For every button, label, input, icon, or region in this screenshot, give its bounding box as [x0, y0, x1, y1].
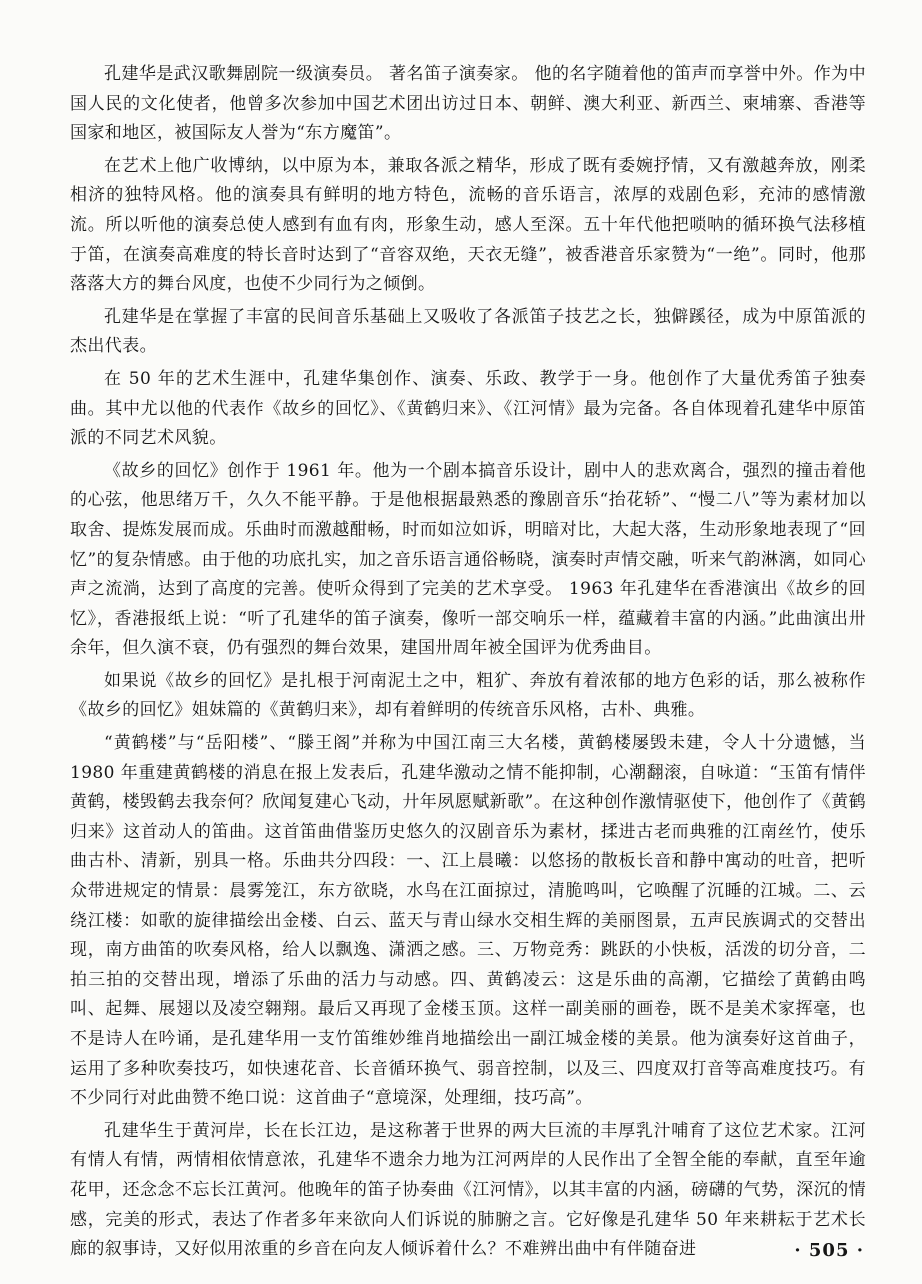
paragraph-1: 孔建华是武汉歌舞剧院一级演奏员。 著名笛子演奏家。 他的名字随着他的笛声而享誉中外。作为中国人民的文化使者，他曾多次参加中国艺术团出访过日本、朝鲜、澳大利亚、新西兰、柬埔寨、香港等国家和地区，被国际友人誉为“东方魔笛”。	[70, 64, 866, 144]
article-body	[70, 60, 866, 1268]
paragraph-2: 在艺术上他广收博纳，以中原为本，兼取各派之精华，形成了既有委婉抒情，又有激越奔放，刚柔相济的独特风格。他的演奏具有鲜明的地方特色，流畅的音乐语言，浓厚的戏剧色彩，充沛的感情激流。所以听他的演奏总使人感到有血有肉，形象生动，感人至深。五十年代他把唢呐的循环换气法移植于笛，在演奏高难度的特长音时达到了“音容双绝，天衣无缝”，被香港音乐家赞为“一绝”。同时，他那落落大方的舞台风度，也使不少同行为之倾倒。	[70, 155, 866, 295]
page-number: · 505 ·	[794, 1240, 864, 1261]
paragraph-4: 在 50 年的艺术生涯中，孔建华集创作、演奏、乐政、教学于一身。他创作了大量优秀笛子独奏曲。其中尤以他的代表作《故乡的回忆》、《黄鹤归来》、《江河情》最为完备。各自体现着孔建华中原笛派的不同艺术风貌。	[70, 368, 866, 449]
paragraph-3: 孔建华是在掌握了丰富的民间音乐基础上又吸收了各派笛子技艺之长，独僻蹊径，成为中原笛派的杰出代表。	[70, 306, 866, 357]
paragraph-6: 如果说《故乡的回忆》是扎根于河南泥土之中，粗犷、奔放有着浓郁的地方色彩的话，那么被称作《故乡的回忆》姐妹篇的《黄鹤归来》，却有着鲜明的传统音乐风格，古朴、典雅。	[70, 670, 866, 721]
paragraph-8: 孔建华生于黄河岸，长在长江边，是这称著于世界的两大巨流的丰厚乳汁哺育了这位艺术家。江河有情人有情，两情相依情意浓，孔建华不遗余力地为江河两岸的人民作出了全智全能的奉献，直至年逾花甲，还念念不忘长江黄河。他晚年的笛子协奏曲《江河情》，以其丰富的内涵，磅礴的气势，深沉的情感，完美的形式，表达了作者多年来欲向人们诉说的肺腑之言。它好像是孔建华 50 年来耕耘于艺术长廊的叙事诗，又好似用浓重的乡音在向友人倾诉着什么？不难辨出曲中有伴随奋进	[70, 1120, 866, 1260]
paragraph-5: 《故乡的回忆》创作于 1961 年。他为一个剧本搞音乐设计，剧中人的悲欢离合，强烈的撞击着他的心弦，他思绪万千，久久不能平静。于是他根据最熟悉的豫剧音乐“抬花轿”、“慢二八”等为素材加以取舍、提炼发展而成。乐曲时而激越酣畅，时而如泣如诉，明暗对比，大起大落，生动形象地表现了“回忆”的复杂情感。由于他的功底扎实，加之音乐语言通俗畅晓，演奏时声情交融，听来气韵淋漓，如同心声之流淌，达到了高度的完善。使听众得到了完美的艺术享受。 1963 年孔建华在香港演出《故乡的回忆》，香港报纸上说：“听了孔建华的笛子演奏，像听一部交响乐一样，蕴藏着丰富的内涵。”此曲演出卅余年，但久演不衰，仍有强烈的舞台效果，建国卅周年被全国评为优秀曲目。	[70, 460, 866, 659]
paragraph-7: “黄鹤楼”与“岳阳楼”、“滕王阁”并称为中国江南三大名楼，黄鹤楼屡毁未建，令人十分遗憾，当 1980 年重建黄鹤楼的消息在报上发表后，孔建华激动之情不能抑制，心潮翻滚，自咏道：“玉笛有情伴黄鹤，楼毁鹤去我奈何？欣闻复建心飞动，廾年夙愿赋新歌”。在这种创作激情驱使下，他创作了《黄鹤归来》这首动人的笛曲。这首笛曲借鉴历史悠久的汉剧音乐为素材，揉进古老而典雅的江南丝竹，使乐曲古朴、清新，别具一格。乐曲共分四段：一、江上晨曦：以悠扬的散板长音和静中寓动的吐音，把听众带进规定的情景：晨雾笼江，东方欲晓，水鸟在江面掠过，清脆鸣叫，它唤醒了沉睡的江城。二、云绕江楼：如歌的旋律描绘出金楼、白云、蓝天与青山绿水交相生辉的美丽图景，五声民族调式的交替出现，南方曲笛的吹奏风格，给人以飘逸、潇洒之感。三、万物竞秀：跳跃的小快板，活泼的切分音，二拍三拍的交替出现，增添了乐曲的活力与动感。四、黄鹤凌云：这是乐曲的高潮，它描绘了黄鹤由鸣叫、起舞、展翅以及凌空翱翔。最后又再现了金楼玉顶。这样一副美丽的画卷，既不是美术家挥毫，也不是诗人在吟诵，是孔建华用一支竹笛维妙维肖地描绘出一副江城金楼的美景。他为演奏好这首曲子，运用了多种吹奏技巧，如快速花音、长音循环换气、弱音控制，以及三、四度双打音等高难度技巧。有不少同行对此曲赞不绝口说：这首曲子“意境深，处理细，技巧高”。	[70, 733, 866, 1109]
